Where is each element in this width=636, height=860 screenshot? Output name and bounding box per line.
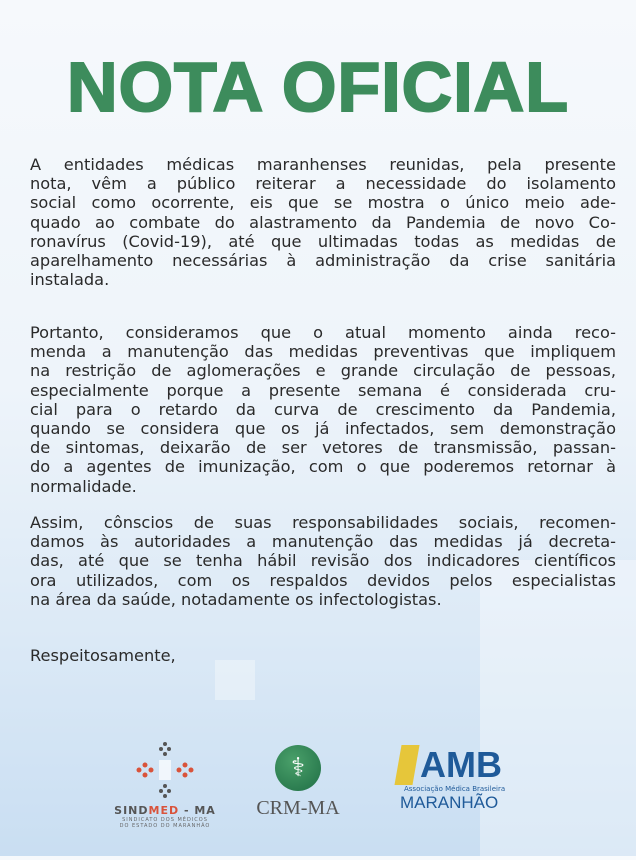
amb-state: MARANHÃO bbox=[400, 793, 499, 812]
text-line: instalada. bbox=[30, 270, 110, 290]
text-line: A entidades médicas maranhenses reunidas, pela presente bbox=[30, 155, 616, 174]
text-line: ora utilizados, com os respaldos devidos pelos especialistas bbox=[30, 570, 616, 590]
text-line: menda a manutenção das medidas preventivas que impliquem bbox=[30, 342, 616, 362]
sindmed-logo bbox=[110, 740, 220, 829]
text-line: quado ao combate do alastramento da Pandemia de novo Co- bbox=[30, 212, 616, 232]
text-line: nota, vêm a público reiterar a necessidade do isolamento bbox=[30, 174, 616, 194]
text-line: do a agentes de imunização, com o que poderemos retornar à bbox=[30, 457, 616, 477]
paragraph-3 bbox=[30, 513, 616, 609]
amb-staff-icon bbox=[394, 745, 419, 785]
text-line: especialmente porque a presente semana é considerada cru- bbox=[30, 380, 616, 400]
text-line: cial para o retardo da curva de crescimento da Pandemia, bbox=[30, 399, 616, 419]
paragraph-2 bbox=[30, 323, 616, 496]
text-line: ronavírus (Covid-19), até que ultimadas todas as medidas de bbox=[30, 231, 616, 251]
crm-name: CRM-MA bbox=[256, 797, 340, 819]
sindmed-name: SINDMED - MA bbox=[114, 804, 216, 817]
caduceus-icon: ⚕ bbox=[275, 745, 321, 791]
text-line: na restrição de aglomerações e grande circulação de pessoas, bbox=[30, 361, 616, 381]
sindmed-sub-1: SINDICATO DOS MÉDICOS bbox=[122, 817, 208, 823]
text-line: das, até que se tenha hábil revisão dos indicadores científicos bbox=[30, 551, 616, 571]
text-line: aparelhamento necessárias à administração da crise sanitária bbox=[30, 251, 616, 271]
closing: Respeitosamente, bbox=[30, 646, 176, 665]
text-line: na área da saúde, notadamente os infectologistas. bbox=[30, 589, 442, 609]
sindmed-dots-icon bbox=[135, 740, 195, 800]
paragraph-1 bbox=[30, 155, 616, 289]
amb-name: AMB bbox=[420, 744, 502, 785]
text-line: de sintomas, deixarão de ser vetores de transmissão, passan- bbox=[30, 438, 616, 458]
text-line: quando se considera que os já infectados, sem demonstração bbox=[30, 419, 616, 439]
text-line: normalidade. bbox=[30, 476, 137, 496]
amb-logo bbox=[380, 745, 520, 813]
sindmed-sub-2: DO ESTADO DO MARANHÃO bbox=[119, 823, 211, 829]
text-line: Assim, cônscios de suas responsabilidades sociais, recomen- bbox=[30, 513, 616, 532]
text-line: Portanto, consideramos que o atual momento ainda reco- bbox=[30, 323, 616, 342]
text-line: social como ocorrente, eis que se mostra o único meio ade- bbox=[30, 193, 616, 213]
page-title: NOTA OFICIAL bbox=[67, 48, 569, 126]
text-line: damos às autoridades a manutenção das medidas já decreta- bbox=[30, 532, 616, 552]
decorative-plus-shape bbox=[215, 660, 255, 700]
amb-subtitle: Associação Médica Brasileira bbox=[404, 785, 506, 793]
crm-logo bbox=[248, 745, 348, 820]
